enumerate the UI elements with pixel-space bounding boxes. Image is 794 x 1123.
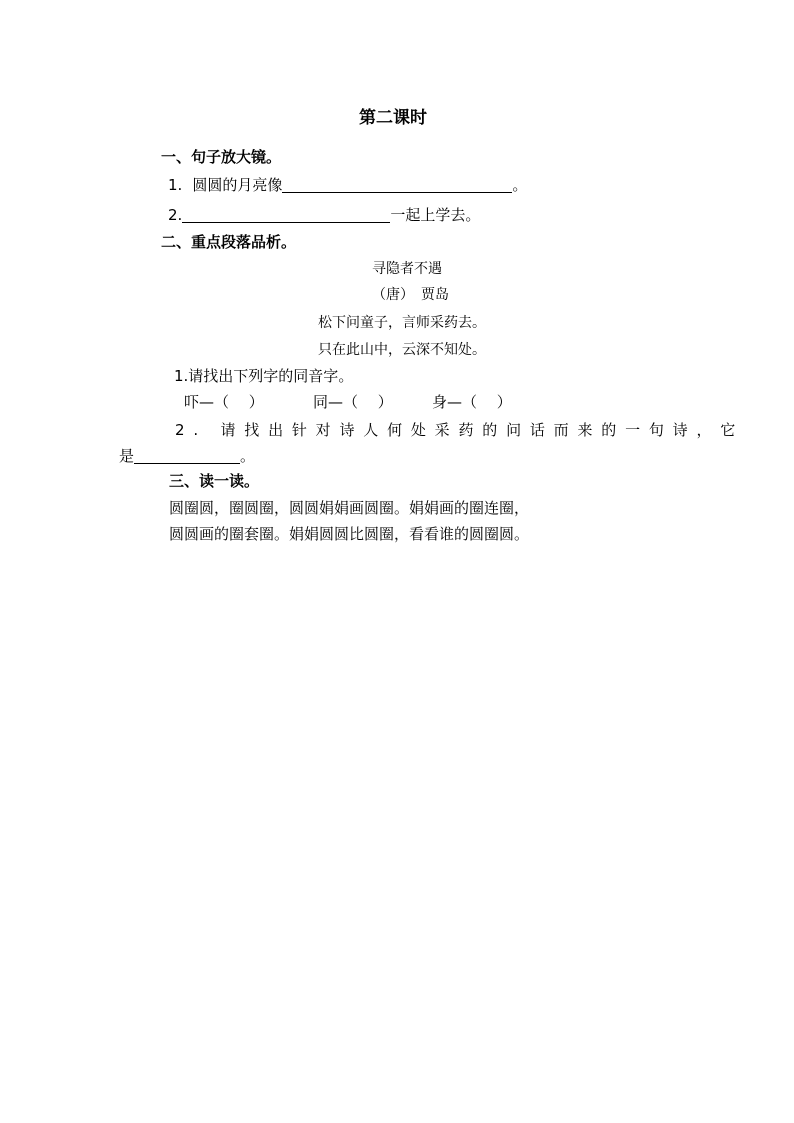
question-punctuation: 。 <box>240 447 256 465</box>
answer-blank[interactable] <box>182 208 390 223</box>
poem-line-2: 只在此山中，云深不知处。 <box>318 342 486 358</box>
answer-blank[interactable] <box>282 178 512 193</box>
section2-heading: 二、重点段落品析。 <box>161 233 297 251</box>
page-title: 第二课时 <box>359 108 427 128</box>
section3-heading: 三、读一读。 <box>169 472 260 490</box>
section2-question-2: 2. 请找出针对诗人何处采药的问话而来的一句诗，它 <box>175 421 745 439</box>
question-text: 是 <box>119 447 135 465</box>
homophone-item[interactable]: 身—（ ） <box>432 393 512 411</box>
section1-question-2 <box>168 205 480 225</box>
section1-question-1 <box>168 175 527 195</box>
poem-title: 寻隐者不遇 <box>372 261 442 277</box>
poem-author: （唐） 贾岛 <box>372 287 449 303</box>
section1-heading: 一、句子放大镜。 <box>161 148 282 166</box>
question-punctuation: 。 <box>512 176 528 194</box>
section2-question-1: 1.请找出下列字的同音字。 <box>174 367 354 385</box>
homophone-item[interactable]: 同—（ ） <box>313 393 393 411</box>
question-text: 一起上学去。 <box>390 206 481 224</box>
question-number: 1. <box>168 176 183 194</box>
reading-line-1: 圆圈圆，圈圆圈，圆圆娟娟画圆圈。娟娟画的圈连圈， <box>169 499 530 517</box>
answer-blank[interactable] <box>134 449 240 464</box>
question-text: 圆圆的月亮像 <box>192 176 283 194</box>
question-number: 2. <box>168 206 183 224</box>
homophone-item[interactable]: 吓—（ ） <box>184 393 264 411</box>
section2-question-2-continued <box>119 446 255 466</box>
poem-line-1: 松下问童子，言师采药去。 <box>318 315 486 331</box>
reading-line-2: 圆圆画的圈套圈。娟娟圆圆比圆圈，看看谁的圆圈圆。 <box>169 525 530 543</box>
